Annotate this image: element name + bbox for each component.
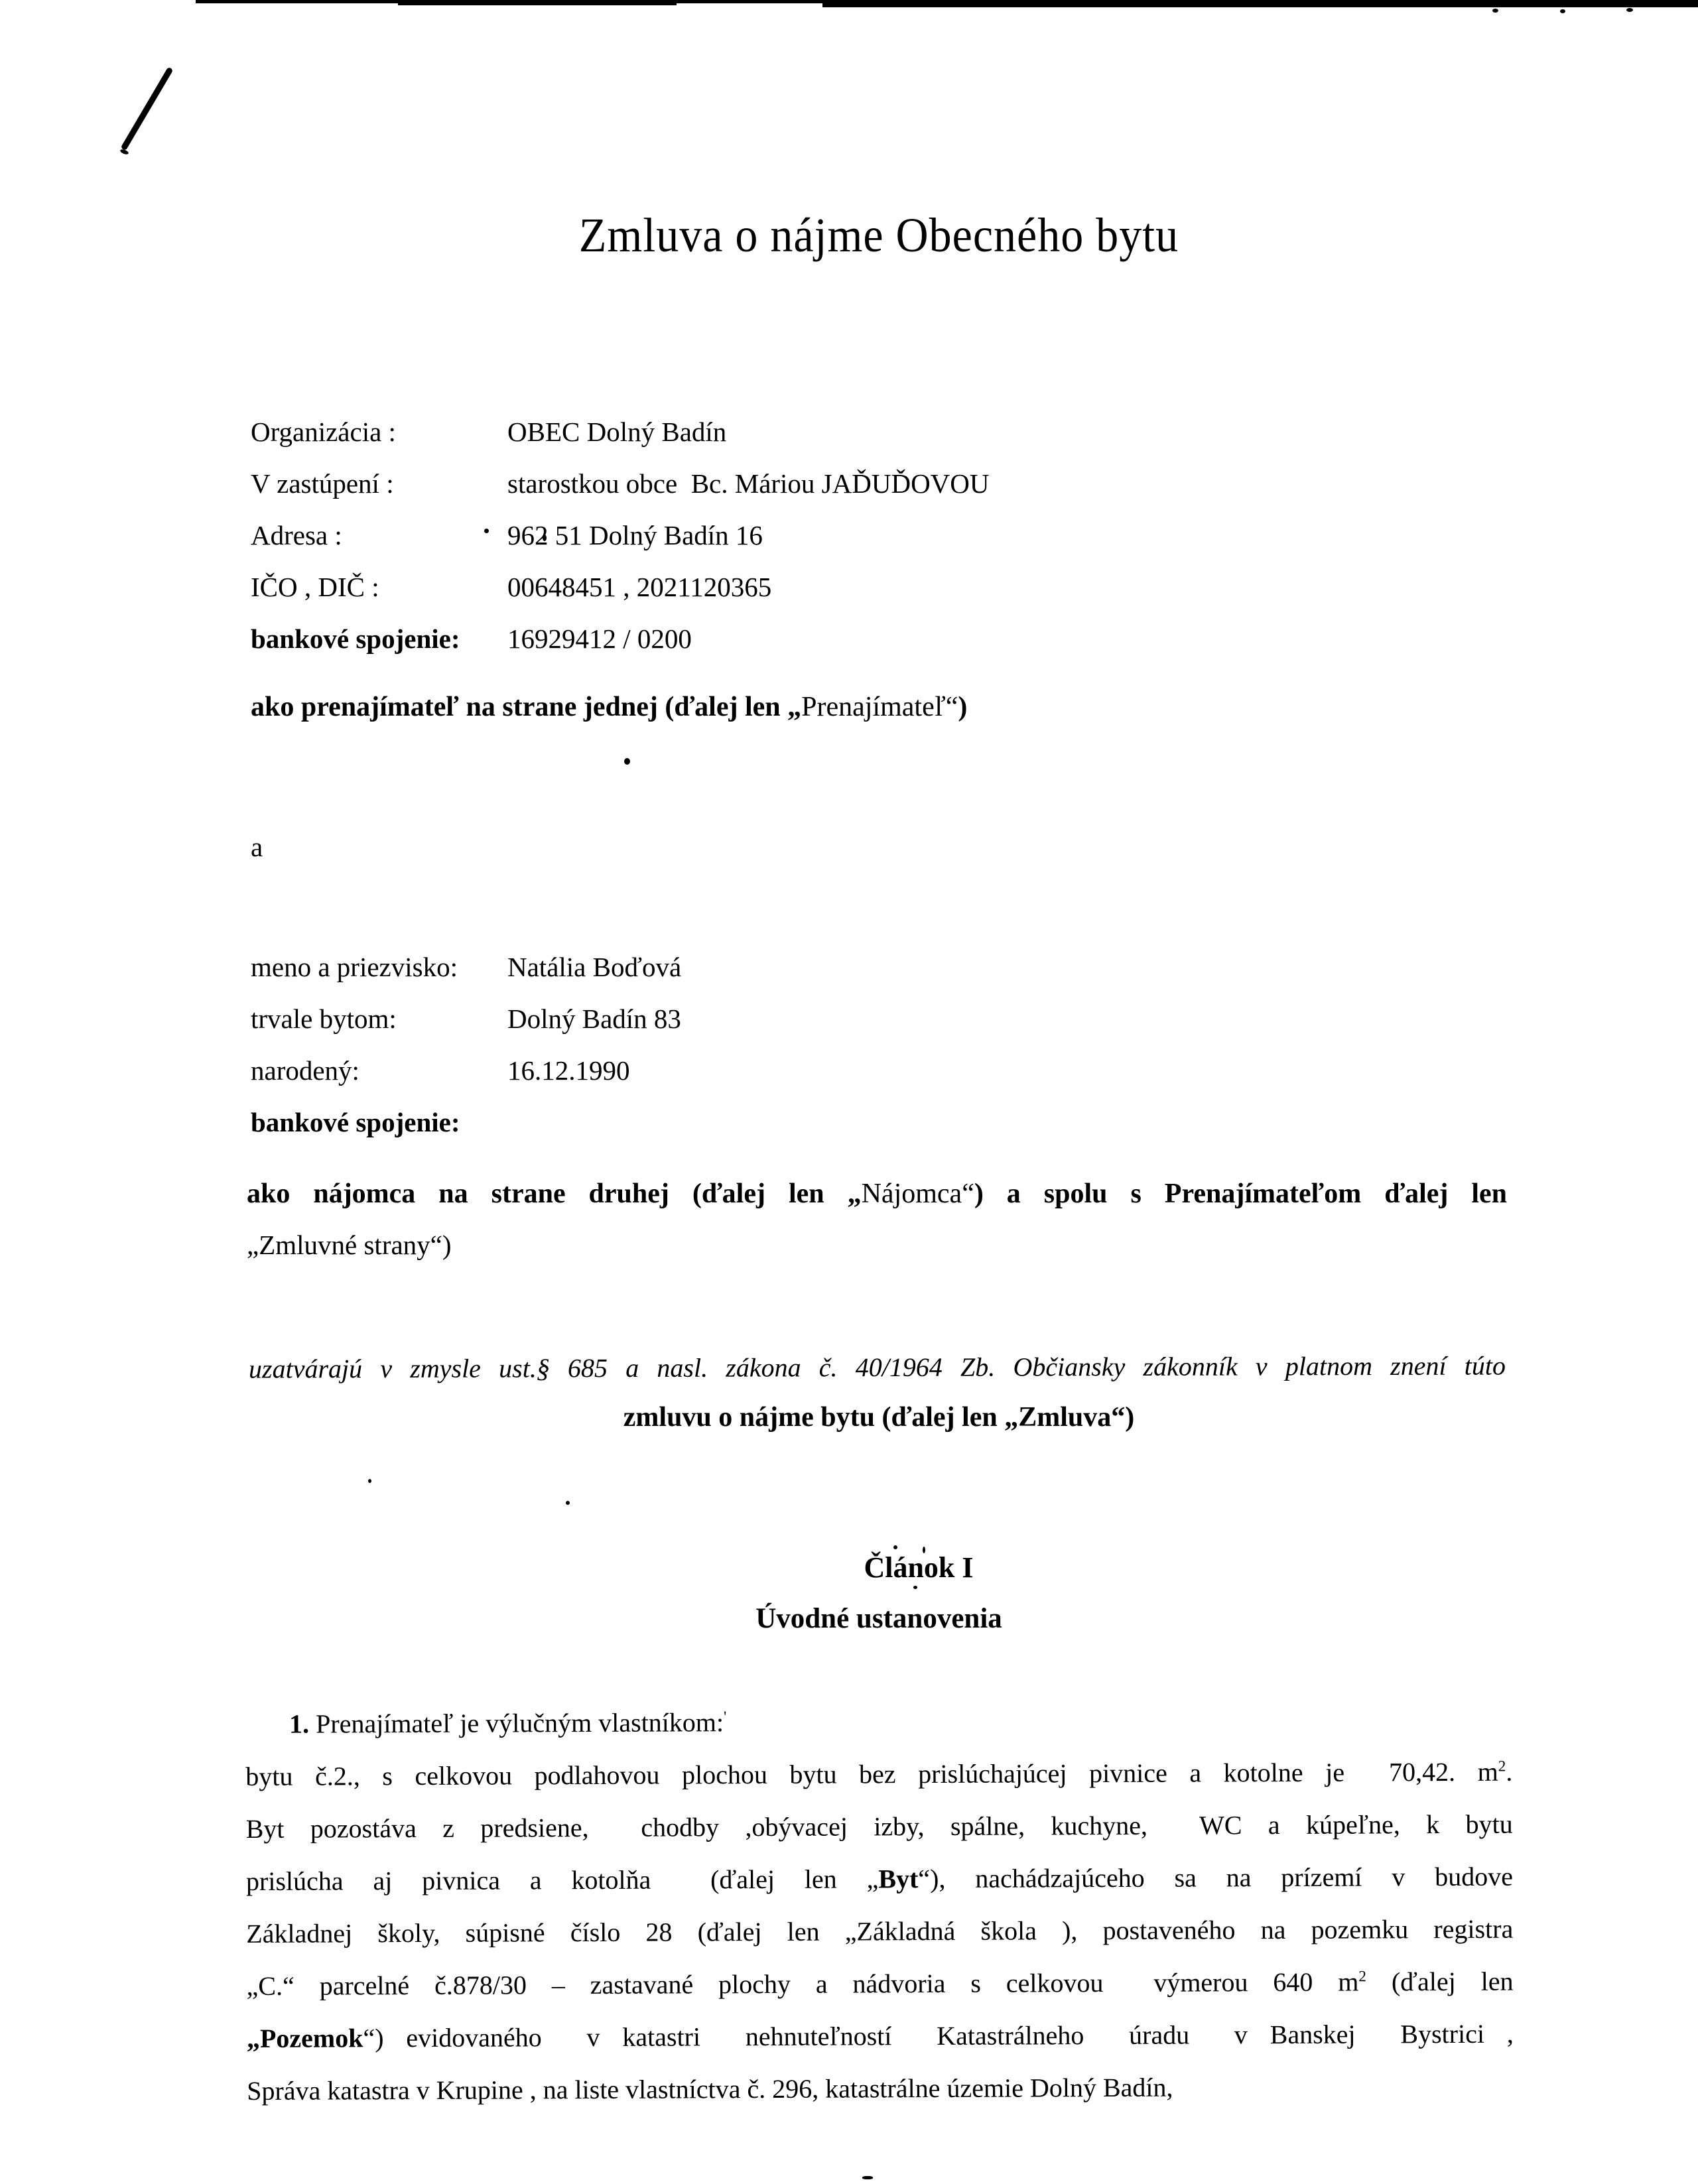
paragraph-line: bytu č.2., s celkovou podlahovou plochou bytu bez prislúchajúcej pivnice a kotolne je 70,42. $m^2$. <box>245 1756 1513 1791</box>
field-label: Organizácia : <box>251 417 396 447</box>
paragraph-line: Byt pozostáva z predsiene, chodby ,obývacej izby, spálne, kuchyne, WC a kúpeľne, k bytu <box>245 1809 1513 1844</box>
pen-slash-mark <box>119 149 129 155</box>
landlord-row-ico-dic <box>251 572 771 602</box>
scan-speck <box>368 1479 371 1483</box>
paragraph-line: Správa katastra v Krupine , na liste vlastníctva č. 296, katastrálne územie Dolný Badín, <box>247 2072 1173 2106</box>
landlord-role-line: ako prenajímateľ na strane jednej (ďalej len „Prenajímateľ“) <box>251 692 968 722</box>
landlord-row-address <box>251 520 763 550</box>
scan-speck <box>862 2176 873 2179</box>
tenant-row-name <box>251 952 681 982</box>
conjunction-a: a <box>251 832 263 862</box>
landlord-row-organization <box>251 417 726 447</box>
field-value: 16.12.1990 <box>507 1055 630 1086</box>
field-value: 00648451 , 2021120365 <box>507 572 772 602</box>
tenant-row-residence <box>251 1003 681 1034</box>
scan-speck <box>1492 9 1498 13</box>
field-label: trvale bytom: <box>251 1003 397 1034</box>
field-value: OBEC Dolný Badín <box>507 417 727 447</box>
field-label: narodený: <box>251 1055 359 1086</box>
scan-edge-bar <box>822 0 1698 7</box>
preamble-intro: uzatvárajú v zmysle ust.§ 685 a nasl. zákona č. 40/1964 Zb. Občiansky zákonník v platnom znení túto <box>248 1350 1506 1384</box>
tenant-row-bank <box>251 1107 507 1137</box>
field-label: IČO , DIČ : <box>251 572 379 602</box>
landlord-row-bank <box>251 623 692 654</box>
field-value: starostkou obce Bc. Máriou JAĎUĎOVOU <box>507 468 990 499</box>
paragraph-line: „C.“ parcelné č.878/30 – zastavané plochy a nádvoria s celkovou výmerou 640 $m^2$ (ďalej len <box>246 1966 1514 2001</box>
paragraph-line: 1. Prenajímateľ je výlučným vlastníkom:' <box>289 1707 727 1739</box>
pen-slash-mark <box>121 67 174 151</box>
scan-speck <box>566 1501 570 1505</box>
field-value: 16929412 / 0200 <box>507 623 692 654</box>
scan-speck <box>624 758 630 765</box>
paragraph-line: Základnej školy, súpisné číslo 28 (ďalej len „Základná škola ), postaveného na pozemku registra <box>246 1913 1514 1949</box>
paragraph-line: prislúcha aj pivnica a kotolňa (ďalej len „Byt“), nachádzajúceho sa na prízemí v budove <box>245 1861 1514 1896</box>
scan-speck <box>1560 9 1565 13</box>
article-1-subheading: Úvodné ustanovenia <box>755 1603 1002 1634</box>
field-value: 962 51 Dolný Badín 16 <box>507 520 763 550</box>
scan-speck <box>913 1586 917 1589</box>
field-label: meno a priezvisko: <box>251 952 458 982</box>
tenant-row-born <box>251 1055 630 1086</box>
article-1-paragraph <box>245 1706 1514 2130</box>
landlord-row-represented-by <box>251 468 990 499</box>
scan-edge-bar <box>398 0 677 5</box>
paragraph-line: „Pozemok“) evidovaného v katastri nehnuteľností Katastrálneho úradu v Banskej Bystrici , <box>246 2018 1514 2053</box>
field-value: Natália Boďová <box>507 952 682 982</box>
field-label: Adresa : <box>251 520 342 550</box>
article-1-heading: Článok I <box>864 1551 974 1584</box>
tenant-role-line-1: ako nájomca na strane druhej (ďalej len „Nájomca“) a spolu s Prenajímateľom ďalej len <box>247 1179 1508 1209</box>
field-label: bankové spojenie: <box>251 1107 460 1137</box>
scan-speck <box>893 1545 897 1549</box>
field-label: bankové spojenie: <box>251 623 460 654</box>
field-value: Dolný Badín 83 <box>507 1003 681 1034</box>
scan-speck <box>1626 8 1633 12</box>
document-title: Zmluva o nájme Obecného bytu <box>578 207 1179 262</box>
tenant-role-line-2: „Zmluvné strany“) <box>247 1230 452 1260</box>
field-label: V zastúpení : <box>251 468 394 499</box>
preamble-subject: zmluvu o nájme bytu (ďalej len „Zmluva“) <box>623 1402 1135 1433</box>
